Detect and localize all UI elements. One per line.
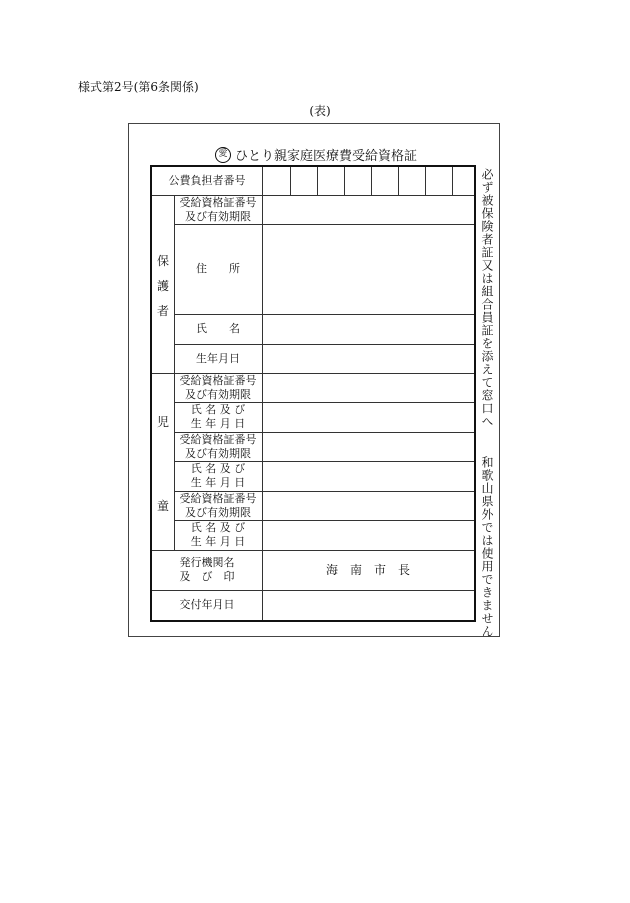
child-name-label-l1: 氏 名 及 び: [190, 462, 246, 476]
child-name-label-l2: 生 年 月 日: [190, 476, 246, 489]
child-cert-label: [174, 491, 262, 520]
digit-box-divider: [452, 167, 453, 195]
child-name-label-l2: 生 年 月 日: [190, 417, 246, 430]
child-cert-label-l1: 受給資格証番号: [179, 491, 257, 505]
child-cert-label-l2: 及び有効期限: [185, 505, 251, 519]
name-label: 氏 名: [196, 322, 240, 336]
guardian-group-char-2: 護: [156, 279, 169, 293]
issuer-label-l2: 及 び 印: [179, 570, 235, 583]
child-name-label-l2: 生 年 月 日: [190, 535, 246, 548]
seal-icon: 愛: [215, 147, 231, 163]
child-cert-label-l2: 及び有効期限: [185, 387, 251, 401]
child-name-label-l1: 氏 名 及 び: [190, 521, 246, 535]
digit-box-divider: [290, 167, 291, 195]
guardian-group-char-3: 者: [156, 304, 169, 318]
public-payer-number-label: 公費負担者番号: [168, 174, 246, 188]
child-cert-label-l2: 及び有効期限: [185, 446, 251, 460]
child-cert-label-l1: 受給資格証番号: [179, 373, 257, 387]
digit-box-divider: [371, 167, 372, 195]
guardian-cert-label-l2: 及び有効期限: [185, 209, 251, 223]
card-title-text: ひとり親家庭医療費受給資格証: [235, 149, 418, 164]
side-note-wakayama-only: 和歌山県外では使用できません: [480, 456, 494, 638]
issue-date-label: 交付年月日: [179, 598, 235, 612]
row-divider: [262, 224, 474, 225]
child-cert-label-l1: 受給資格証番号: [179, 432, 257, 446]
child-cert-label: [174, 432, 262, 461]
child-name-label: [174, 402, 262, 432]
digit-box-divider: [344, 167, 345, 195]
certificate-grid: [150, 165, 476, 622]
guardian-cert-label: [174, 195, 262, 224]
digit-box-divider: [425, 167, 426, 195]
address-label: 住 所: [196, 262, 240, 276]
issuer-label-l1: 発行機関名: [179, 556, 235, 570]
birthdate-label: 生年月日: [196, 351, 240, 365]
child-cert-label: [174, 373, 262, 402]
form-number: 様式第2号(第6条関係): [78, 80, 199, 94]
guardian-group-char-1: 保: [156, 254, 169, 268]
card-title: [215, 145, 417, 164]
child-group-char-1: 児: [156, 415, 169, 429]
child-name-label-l1: 氏 名 及 び: [190, 403, 246, 417]
side-note-attach-insurance: 必ず被保険者証又は組合員証を添えて窓口へ: [480, 168, 494, 428]
issuer-value: 海 南 市 長: [325, 562, 410, 577]
child-group-char-2: 童: [156, 499, 169, 513]
side-label: (表): [309, 104, 331, 118]
child-name-label: [174, 461, 262, 491]
digit-box-divider: [398, 167, 399, 195]
guardian-cert-label-l1: 受給資格証番号: [179, 195, 257, 209]
digit-box-divider: [317, 167, 318, 195]
child-name-label: [174, 520, 262, 550]
issuer-label: [152, 550, 262, 590]
